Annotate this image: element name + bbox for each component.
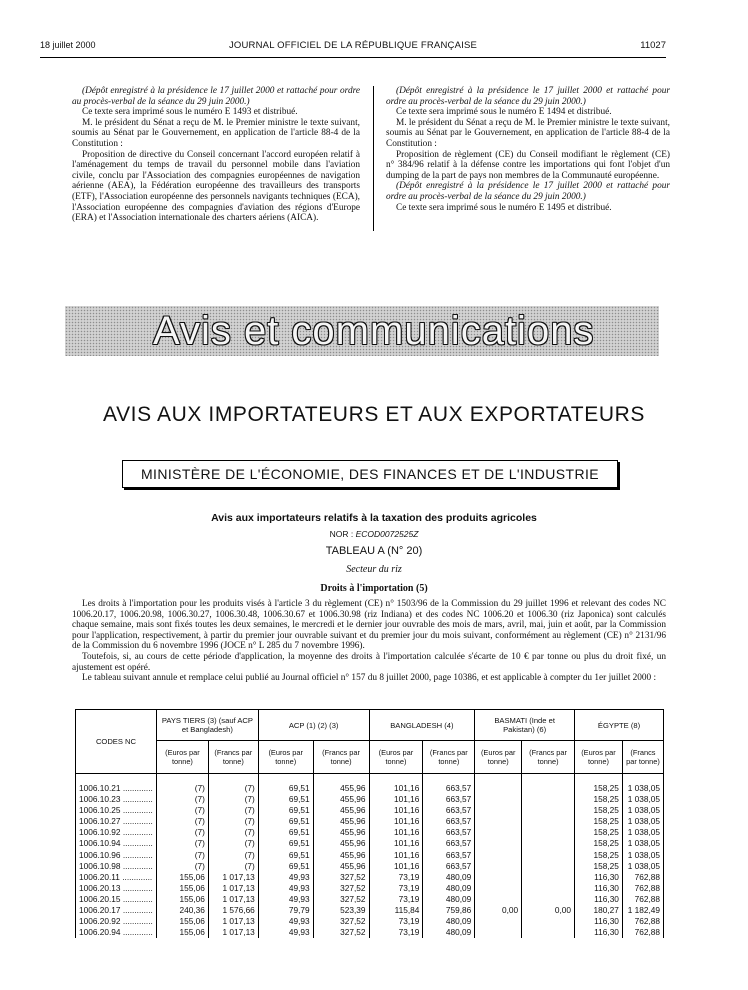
column-paragraph: M. le président du Sénat a reçu de M. le Premier ministre le texte suivant, soumis au Sénat par le Gouvernement, en application de l'article 88-4 de la Constitution : — [72, 117, 360, 149]
table-row — [76, 927, 664, 938]
notice-paragraph: Les droits à l'importation pour les produits visés à l'article 3 du règlement (CE) n° 1503/96 de la Commission du 29 juillet 1996 et relevant des codes NC 1006.20.17, 1006.20.98, 1006.30.27, 1006.30.48, 1006.30.67 et 1006.30.98 (riz Indiana) et des codes NC 1006.20 et 1006.30 (riz Japonica) sont calculés chaque semaine, mais sont fixés toutes les deux semaines, le mercredi et le dernier jour ouvrable des mois de mars, avril, mai, juin et août, par la Commission pour l'application, respectivement, à partir du premier jour ouvrable suivant et du premier jour du mois suivant, conformément au règlement (CE) n° 2131/96 de la Commission du 6 novembre 1996 (JOCE n° L 285 du 7 novembre 1996). — [72, 599, 666, 652]
duty-value-cell: 327,52 — [313, 872, 369, 883]
duty-value-cell: 455,96 — [313, 805, 369, 816]
unit-header-euros: (Euros par tonne) — [475, 741, 522, 774]
duty-value-cell: 158,25 — [575, 838, 623, 849]
duty-value-cell: 116,30 — [575, 883, 623, 894]
duty-value-cell: 1 017,13 — [208, 872, 258, 883]
duty-value-cell: 49,93 — [258, 894, 313, 905]
duty-value-cell: (7) — [156, 838, 208, 849]
duty-value-cell: 455,96 — [313, 838, 369, 849]
duty-value-cell — [522, 805, 575, 816]
nor-reference — [40, 529, 708, 539]
column-paragraph: (Dépôt enregistré à la présidence le 17 juillet 2000 et rattaché pour ordre au procès-verbal de la séance du 29 juin 2000.) — [72, 86, 360, 107]
notice-body — [72, 599, 666, 684]
dot-leader: ............. — [120, 927, 153, 938]
column-paragraph: Proposition de directive du Conseil concernant l'accord européen relatif à l'aménagement du temps de travail du personnel mobile dans l'aviation civile, conclu par l'Association des compagnies européennes de navigation aérienne (AEA), la Fédération européenne des travailleurs des transports (ETF), l'Association européenne des personnels navigants techniques (ECA), l'Association européenne des compagnies d'aviation des régions d'Europe (ERA) et l'Association internationale des charters aériens (AICA). — [72, 149, 360, 224]
column-paragraph: Ce texte sera imprimé sous le numéro E 1495 et distribué. — [396, 202, 612, 213]
notice-title: Avis aux importateurs relatifs à la taxation des produits agricoles — [211, 512, 537, 524]
duty-value-cell: 327,52 — [313, 916, 369, 927]
duty-value-cell: 455,96 — [313, 816, 369, 827]
duty-value-cell: 1 038,05 — [622, 861, 663, 872]
banner-title: Avis et communications — [153, 309, 595, 353]
duty-value-cell: 49,93 — [258, 927, 313, 938]
header-date: 18 juillet 2000 — [40, 40, 96, 50]
duties-title: Droits à l'importation (5) — [320, 583, 428, 594]
import-duties-table — [75, 709, 664, 938]
duty-value-cell: 158,25 — [575, 850, 623, 861]
column-divider — [373, 86, 374, 231]
duty-value-cell: 663,57 — [423, 794, 475, 805]
duty-value-cell: 101,16 — [369, 838, 423, 849]
duty-value-cell: 49,93 — [258, 872, 313, 883]
duty-value-cell: 116,30 — [575, 894, 623, 905]
unit-header-francs: (Francs par tonne) — [522, 741, 575, 774]
header-rule — [40, 57, 666, 58]
duty-value-cell: 155,06 — [156, 916, 208, 927]
dot-leader: ............. — [120, 849, 153, 860]
table-row — [76, 916, 664, 927]
duty-value-cell: 158,25 — [575, 861, 623, 872]
duty-value-cell: 455,96 — [313, 827, 369, 838]
left-column — [72, 86, 360, 224]
duty-value-cell: 158,25 — [575, 816, 623, 827]
duty-value-cell: 759,86 — [423, 905, 475, 916]
dot-leader: ............. — [120, 882, 153, 893]
duty-value-cell: (7) — [208, 827, 258, 838]
duty-value-cell: 73,19 — [369, 894, 423, 905]
duty-value-cell: 158,25 — [575, 794, 623, 805]
duty-value-cell — [522, 861, 575, 872]
column-paragraph: Ce texte sera imprimé sous le numéro E 1494 et distribué. — [396, 107, 612, 118]
duty-value-cell: 1 038,05 — [622, 774, 663, 795]
dot-leader: ............. — [120, 805, 153, 816]
duty-value-cell — [522, 838, 575, 849]
table-row — [76, 774, 664, 795]
duty-value-cell — [522, 827, 575, 838]
notice-paragraph: Le tableau suivant annule et remplace celui publié au Journal officiel n° 157 du 8 juillet 2000, page 10386, et est applicable à compter du 1er juillet 2000 : — [82, 673, 657, 684]
duty-value-cell — [522, 816, 575, 827]
nc-code-cell: 1006.10.92 ............. — [76, 827, 157, 838]
nc-code-cell: 1006.20.15 ............. — [76, 894, 157, 905]
table-row — [76, 816, 664, 827]
duty-value-cell: 101,16 — [369, 794, 423, 805]
duty-value-cell: (7) — [208, 805, 258, 816]
duty-value-cell: 155,06 — [156, 894, 208, 905]
duty-value-cell: 1 038,05 — [622, 794, 663, 805]
duty-value-cell: 101,16 — [369, 850, 423, 861]
duty-value-cell: 101,16 — [369, 774, 423, 795]
duty-value-cell: 1 038,05 — [622, 850, 663, 861]
duty-value-cell: 101,16 — [369, 816, 423, 827]
duty-value-cell — [475, 850, 522, 861]
codes-nc-header: CODES NC — [76, 710, 157, 774]
notice-paragraph: Toutefois, si, au cours de cette période d'application, la moyenne des droits à l'importation calculée s'écarte de 10 € par tonne ou plus du droit fixé, un ajustement est opéré. — [72, 651, 666, 673]
duty-value-cell: 73,19 — [369, 916, 423, 927]
duty-value-cell: 762,88 — [622, 916, 663, 927]
duty-value-cell: 73,19 — [369, 872, 423, 883]
duty-value-cell: 49,93 — [258, 883, 313, 894]
duty-value-cell: (7) — [208, 850, 258, 861]
sector-title: Secteur du riz — [346, 564, 402, 575]
duty-value-cell — [522, 794, 575, 805]
unit-header-francs: (Francs par tonne) — [622, 741, 663, 774]
duty-value-cell: (7) — [208, 794, 258, 805]
column-paragraph: Proposition de règlement (CE) du Conseil modifiant le règlement (CE) n° 384/96 relatif à la défense contre les importations qui font l'objet d'un dumping de la part de pays non membres de la Communauté européenne. — [386, 149, 670, 181]
page-header — [40, 40, 666, 54]
unit-header-francs: (Francs par tonne) — [208, 741, 258, 774]
duty-value-cell — [475, 883, 522, 894]
duty-value-cell: 480,09 — [423, 872, 475, 883]
table-row — [76, 861, 664, 872]
duty-value-cell: 101,16 — [369, 861, 423, 872]
duty-value-cell: 240,36 — [156, 905, 208, 916]
duty-value-cell — [475, 927, 522, 938]
duty-value-cell — [522, 894, 575, 905]
duty-value-cell — [475, 838, 522, 849]
unit-header-euros: (Euros par tonne) — [156, 741, 208, 774]
duty-value-cell: 79,79 — [258, 905, 313, 916]
duty-value-cell — [475, 774, 522, 795]
duty-value-cell: 663,57 — [423, 838, 475, 849]
table-row — [76, 894, 664, 905]
nc-code-cell: 1006.10.25 ............. — [76, 805, 157, 816]
duty-value-cell: 1 017,13 — [208, 916, 258, 927]
duty-value-cell: 1 576,66 — [208, 905, 258, 916]
tableau-title: TABLEAU A (N° 20) — [325, 545, 423, 557]
dot-leader: ............. — [120, 816, 153, 827]
nc-code-cell: 1006.20.94 ............. — [76, 927, 157, 938]
duty-value-cell: 455,96 — [313, 774, 369, 795]
column-paragraph: Ce texte sera imprimé sous le numéro E 1493 et distribué. — [82, 107, 298, 118]
duty-value-cell: 69,51 — [258, 861, 313, 872]
group-header-acp: ACP (1) (2) (3) — [258, 710, 369, 741]
duty-value-cell: (7) — [156, 774, 208, 795]
nc-code-cell: 1006.20.13 ............. — [76, 883, 157, 894]
duty-value-cell: 116,30 — [575, 927, 623, 938]
nor-label: NOR : — [329, 529, 354, 539]
duty-value-cell: 158,25 — [575, 774, 623, 795]
duty-value-cell — [522, 774, 575, 795]
duty-value-cell: 116,30 — [575, 872, 623, 883]
duty-value-cell: (7) — [156, 850, 208, 861]
duty-value-cell — [522, 916, 575, 927]
nc-code-cell: 1006.20.17 ............. — [76, 905, 157, 916]
table-row — [76, 838, 664, 849]
unit-header-euros: (Euros par tonne) — [575, 741, 623, 774]
duty-value-cell: 1 017,13 — [208, 883, 258, 894]
duty-value-cell: 663,57 — [423, 850, 475, 861]
nc-code-cell: 1006.20.11 ............. — [76, 872, 157, 883]
unit-header-euros: (Euros par tonne) — [258, 741, 313, 774]
group-header-basmati: BASMATI (Inde et Pakistan) (6) — [475, 710, 575, 741]
duty-value-cell: 180,27 — [575, 905, 623, 916]
nc-code-cell: 1006.10.27 ............. — [76, 816, 157, 827]
duty-value-cell: 327,52 — [313, 894, 369, 905]
header-page-number: 11027 — [640, 40, 666, 51]
duty-value-cell: 155,06 — [156, 927, 208, 938]
duty-value-cell — [475, 794, 522, 805]
duty-value-cell: (7) — [156, 805, 208, 816]
duty-value-cell — [522, 872, 575, 883]
duty-value-cell — [522, 883, 575, 894]
table-row — [76, 872, 664, 883]
duty-value-cell: 1 017,13 — [208, 894, 258, 905]
duty-value-cell: 155,06 — [156, 883, 208, 894]
duty-value-cell: 158,25 — [575, 805, 623, 816]
duty-value-cell — [475, 916, 522, 927]
section-title: AVIS AUX IMPORTATEURS ET AUX EXPORTATEURS — [103, 403, 645, 426]
duty-value-cell: 69,51 — [258, 816, 313, 827]
duty-value-cell: 0,00 — [475, 905, 522, 916]
dot-leader: ............. — [120, 860, 153, 871]
ministry-box: MINISTÈRE DE L'ÉCONOMIE, DES FINANCES ET DE L'INDUSTRIE — [122, 460, 618, 488]
duty-value-cell — [475, 816, 522, 827]
nc-code-cell: 1006.10.23 ............. — [76, 794, 157, 805]
duty-value-cell: 762,88 — [622, 927, 663, 938]
dot-leader: ............. — [120, 905, 153, 916]
nc-code-cell: 1006.10.96 ............. — [76, 850, 157, 861]
duty-value-cell: 762,88 — [622, 883, 663, 894]
duty-value-cell: 480,09 — [423, 894, 475, 905]
duty-value-cell: 155,06 — [156, 872, 208, 883]
header-journal-title: JOURNAL OFFICIEL DE LA RÉPUBLIQUE FRANÇAISE — [228, 40, 478, 51]
duty-value-cell: 523,39 — [313, 905, 369, 916]
duty-value-cell: 69,51 — [258, 838, 313, 849]
nor-code: ECOD0072525Z — [355, 529, 419, 539]
duty-value-cell: (7) — [208, 861, 258, 872]
dot-leader: ............. — [120, 783, 153, 793]
dot-leader: ............. — [120, 893, 153, 904]
duty-value-cell — [475, 894, 522, 905]
duty-value-cell: (7) — [156, 827, 208, 838]
duty-value-cell: (7) — [156, 816, 208, 827]
unit-header-euros: (Euros par tonne) — [369, 741, 423, 774]
duty-value-cell: 1 038,05 — [622, 838, 663, 849]
duty-value-cell: 73,19 — [369, 883, 423, 894]
duty-value-cell: (7) — [156, 794, 208, 805]
duty-value-cell: 455,96 — [313, 794, 369, 805]
duty-value-cell: 69,51 — [258, 794, 313, 805]
duty-value-cell: 1 038,05 — [622, 805, 663, 816]
duty-value-cell: (7) — [208, 838, 258, 849]
duty-value-cell — [522, 850, 575, 861]
duty-value-cell: 762,88 — [622, 872, 663, 883]
column-paragraph: (Dépôt enregistré à la présidence le 17 juillet 2000 et rattaché pour ordre au procès-verbal de la séance du 29 juin 2000.) — [386, 86, 670, 107]
duty-value-cell: 69,51 — [258, 850, 313, 861]
dot-leader: ............. — [120, 827, 153, 838]
nc-code-cell: 1006.10.94 ............. — [76, 838, 157, 849]
duty-value-cell: 1 182,49 — [622, 905, 663, 916]
group-header-pays-tiers: PAYS TIERS (3) (sauf ACP et Bangladesh) — [156, 710, 258, 741]
duty-value-cell: 480,09 — [423, 927, 475, 938]
duty-value-cell — [522, 927, 575, 938]
duty-value-cell: 101,16 — [369, 805, 423, 816]
unit-header-francs: (Francs par tonne) — [423, 741, 475, 774]
duty-value-cell: 1 038,05 — [622, 816, 663, 827]
duty-value-cell: 663,57 — [423, 816, 475, 827]
duty-value-cell: (7) — [208, 774, 258, 795]
right-column — [386, 86, 670, 213]
group-header-bangladesh: BANGLADESH (4) — [369, 710, 475, 741]
duty-value-cell: 73,19 — [369, 927, 423, 938]
duty-value-cell: 455,96 — [313, 861, 369, 872]
duty-value-cell: 115,84 — [369, 905, 423, 916]
nc-code-cell: 1006.10.98 ............. — [76, 861, 157, 872]
dot-leader: ............. — [120, 794, 153, 805]
duty-value-cell: 0,00 — [522, 905, 575, 916]
nc-code-cell: 1006.20.92 ............. — [76, 916, 157, 927]
unit-header-francs: (Francs par tonne) — [313, 741, 369, 774]
table-row — [76, 794, 664, 805]
duty-value-cell: 69,51 — [258, 805, 313, 816]
duty-value-cell: 762,88 — [622, 894, 663, 905]
duty-value-cell: 1 017,13 — [208, 927, 258, 938]
duty-value-cell: 455,96 — [313, 850, 369, 861]
duty-value-cell — [475, 827, 522, 838]
duty-value-cell — [475, 872, 522, 883]
duty-value-cell: 327,52 — [313, 927, 369, 938]
nc-code-cell: 1006.10.21 ............. — [76, 774, 157, 795]
duty-value-cell: 663,57 — [423, 774, 475, 795]
duty-value-cell: (7) — [208, 816, 258, 827]
group-header-egypte: ÉGYPTE (8) — [575, 710, 664, 741]
duty-value-cell: 327,52 — [313, 883, 369, 894]
duty-value-cell: 69,51 — [258, 774, 313, 795]
duty-value-cell: 116,30 — [575, 916, 623, 927]
duty-value-cell: (7) — [156, 861, 208, 872]
column-paragraph: M. le président du Sénat a reçu de M. le Premier ministre le texte suivant, soumis au Sénat par le Gouvernement, en application de l'article 88-4 de la Constitution : — [386, 117, 670, 149]
table-row — [76, 827, 664, 838]
duty-value-cell: 158,25 — [575, 827, 623, 838]
duty-value-cell: 663,57 — [423, 861, 475, 872]
duty-value-cell — [475, 805, 522, 816]
table-row — [76, 905, 664, 916]
duty-value-cell: 480,09 — [423, 883, 475, 894]
duty-value-cell: 480,09 — [423, 916, 475, 927]
duty-value-cell: 49,93 — [258, 916, 313, 927]
duty-value-cell: 1 038,05 — [622, 827, 663, 838]
duty-value-cell: 69,51 — [258, 827, 313, 838]
duty-value-cell: 663,57 — [423, 805, 475, 816]
dot-leader: ............. — [120, 916, 153, 927]
table-row — [76, 883, 664, 894]
section-banner — [65, 306, 659, 356]
duty-value-cell: 101,16 — [369, 827, 423, 838]
duty-value-cell — [475, 861, 522, 872]
duty-value-cell: 663,57 — [423, 827, 475, 838]
dot-leader: ............. — [120, 838, 153, 849]
table-row — [76, 850, 664, 861]
column-paragraph: (Dépôt enregistré à la présidence le 17 juillet 2000 et rattaché pour ordre au procès-verbal de la séance du 29 juin 2000.) — [386, 181, 670, 202]
table-row — [76, 805, 664, 816]
dot-leader: ............. — [119, 871, 153, 882]
